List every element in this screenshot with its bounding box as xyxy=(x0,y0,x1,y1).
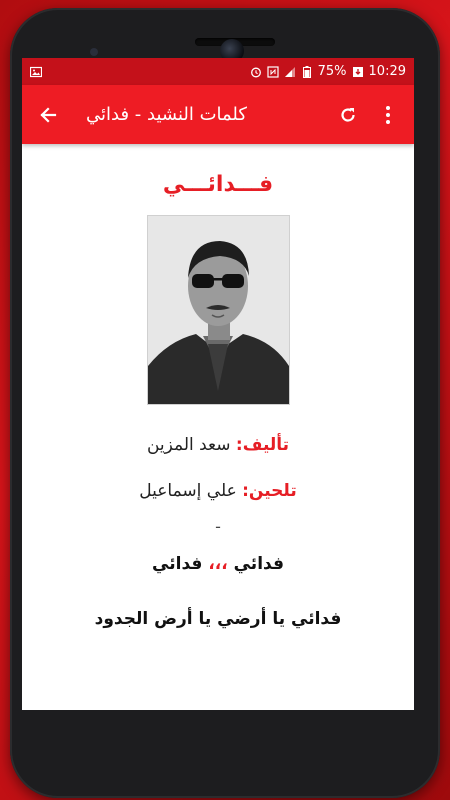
composer-label: تلحين: xyxy=(242,481,297,501)
author-name: سعد المزين xyxy=(146,435,236,455)
refresh-button[interactable] xyxy=(328,95,368,135)
composer-name: علي إسماعيل xyxy=(139,481,243,501)
lyrics-content xyxy=(22,172,414,629)
refresh-icon xyxy=(338,105,358,125)
page-title: كلمات النشيد - فدائي xyxy=(86,104,247,125)
screen xyxy=(22,58,414,710)
more-vertical-icon xyxy=(385,105,391,125)
author-photo xyxy=(147,215,290,405)
download-icon xyxy=(352,66,364,78)
song-title: فـــدائـــي xyxy=(162,172,274,197)
author-label: تأليف: xyxy=(235,435,290,455)
screen-bottom-area xyxy=(22,660,414,710)
overflow-menu-button[interactable] xyxy=(368,95,408,135)
nfc-icon xyxy=(267,66,279,78)
verse-line: فدائي يا أرضي يا أرض الجدود xyxy=(94,609,342,629)
proximity-sensor xyxy=(90,48,98,56)
chorus-part-2: فدائي xyxy=(152,554,209,574)
alarm-icon xyxy=(250,66,262,78)
gallery-notification-icon xyxy=(30,66,42,78)
battery-percent: 75% xyxy=(317,64,347,79)
chorus-part-1: فدائي xyxy=(227,554,284,574)
signal-icon xyxy=(284,66,296,78)
clock: 10:29 xyxy=(368,64,406,79)
author-line xyxy=(22,435,414,455)
app-bar xyxy=(22,85,414,144)
status-bar xyxy=(22,58,414,85)
composer-line xyxy=(22,481,414,501)
chorus-line xyxy=(22,554,414,574)
chorus-separator: ،،، xyxy=(208,554,228,574)
battery-icon xyxy=(301,66,313,78)
back-button[interactable] xyxy=(28,95,68,135)
arrow-left-icon xyxy=(39,106,57,124)
separator-dash: - xyxy=(215,517,221,536)
